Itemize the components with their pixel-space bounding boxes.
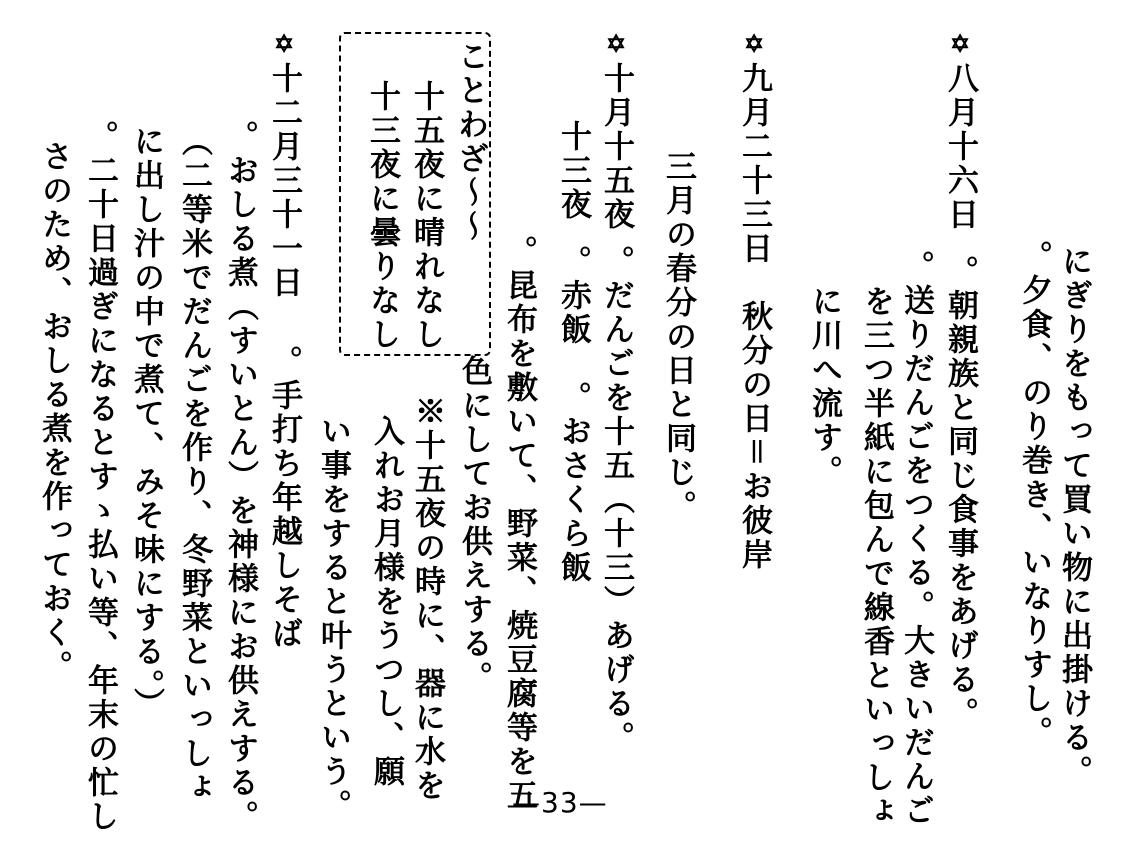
proverb-line-2: 十三夜に曇りなし (364, 80, 400, 352)
aug16-line-4: 。送りだんごをつくる。大きいだんご (898, 250, 934, 828)
oct15-after: 。だんごを十五（十三）あげる。 (598, 245, 634, 755)
star-icon: ✡ (740, 30, 769, 58)
proverb-line-1: 十五夜に晴れなし (408, 80, 444, 352)
oct15-heading-text: 十月十五夜 (598, 62, 634, 232)
dec31-heading (266, 30, 302, 300)
sep23-line-1: 三月の春分の日と同じ。 (660, 150, 696, 524)
sep23-after: 秋分の日＝お彼岸 (736, 300, 772, 572)
dec31-line-1: 。おしる煮（すいとん）を神様にお供えする。 (222, 120, 258, 834)
oct15-line-3: ※十五夜の時に、器に水を (409, 395, 445, 803)
star-icon: ✡ (602, 30, 631, 58)
star-icon: ✡ (270, 30, 299, 58)
dec31-line-5: さのため、おしる煮を作っておく。 (36, 140, 72, 684)
dec31-line-4: 。二十日過ぎになるとすゝ払い等、年末の忙し (82, 120, 118, 834)
dec31-heading-text: 十二月三十一日 (266, 62, 302, 300)
dec31-line-2: （二等米でだんごを作り、冬野菜といっしょ (176, 125, 212, 805)
star-icon: ✡ (946, 30, 975, 58)
oct15-line-4: 入れお月様をうつし、願 (368, 415, 404, 789)
aug16-line-1: にぎりをもって買い物に出掛ける。 (1056, 245, 1092, 789)
aug16-heading (942, 30, 978, 232)
aug16-heading-text: 八月十六日 (942, 62, 978, 232)
aug16-line-2: 。夕食、のり巻き、いなりすし。 (1016, 240, 1052, 750)
oct15-line-1: 。昆布を敷いて、野菜、焼豆腐等を五 (501, 235, 537, 813)
dec31-after: 。手打ち年越しそば (266, 345, 302, 651)
oct15-heading (598, 30, 634, 232)
aug16-line-3: 。朝親族と同じ食事をあげる。 (942, 255, 978, 731)
sep23-heading-text: 九月二十三日 (736, 62, 772, 266)
dec31-line-3: に出し汁の中で煮て、みそ味にする。） (128, 125, 164, 722)
aug16-line-5: を三つ半紙に包んで線香といっしょ (858, 285, 894, 829)
page-number: —33— (512, 786, 608, 819)
oct15-sub-heading: 十三夜 (555, 120, 591, 222)
oct15-line-5: い事をすると叶うという。 (315, 415, 351, 823)
oct15-line-2: 色にしてお供えする。 (456, 355, 492, 695)
aug16-line-6: に川へ流す。 (806, 285, 842, 489)
sep23-heading (736, 30, 772, 266)
oct15-sub-after: 。赤飯 。おさくら飯 (555, 245, 591, 585)
proverb-title: ことわざ～～ (452, 40, 488, 244)
